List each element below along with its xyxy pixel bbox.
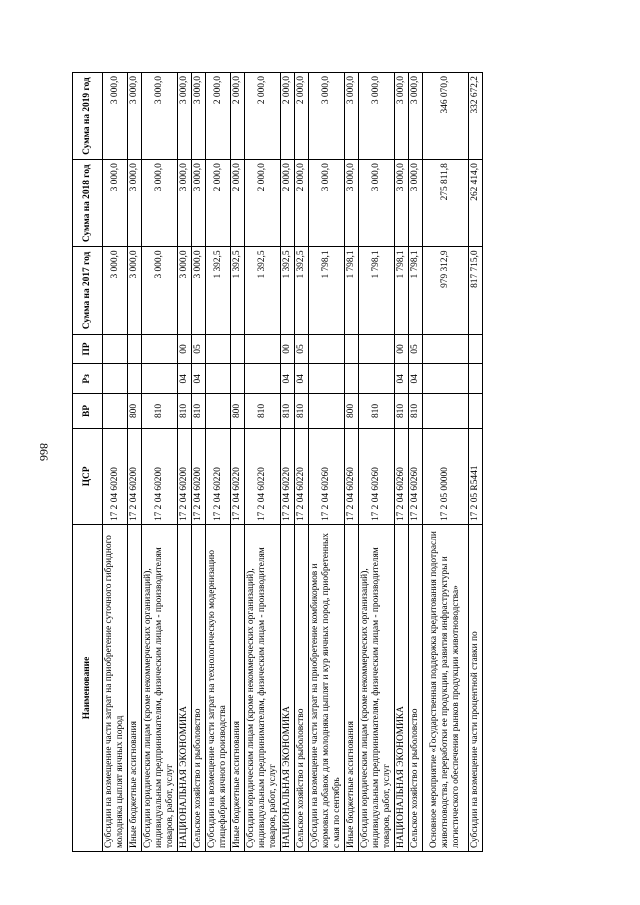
cell-y2017: 1 798,1 <box>395 247 409 334</box>
cell-vr <box>469 394 483 428</box>
cell-rz <box>359 364 395 394</box>
table-row <box>345 73 359 852</box>
cell-y2017: 1 392,5 <box>231 247 245 334</box>
cell-csr: 17 2 04 60220 <box>206 428 231 524</box>
cell-y2019: 3 000,0 <box>142 73 178 160</box>
table-row <box>231 73 245 852</box>
cell-y2018: 3 000,0 <box>128 160 142 247</box>
cell-y2018: 3 000,0 <box>309 160 345 247</box>
table-row <box>128 73 142 852</box>
cell-rz <box>206 364 231 394</box>
cell-name: Субсидии на возмещение части затрат на приобретение суточного гибридного молодняка цыплят яичных пород <box>103 525 128 852</box>
table-row <box>206 73 231 852</box>
table-row <box>423 73 469 852</box>
cell-rz <box>423 364 469 394</box>
cell-csr: 17 2 04 60200 <box>178 428 192 524</box>
cell-csr: 17 2 04 60200 <box>142 428 178 524</box>
cell-name: Субсидии юридическим лицам (кроме некоммерческих организаций), индивидуальным предпринимателям, физическим лицам - производителям товаров, работ, услуг <box>142 525 178 852</box>
cell-pr <box>345 334 359 364</box>
cell-y2019: 346 070,0 <box>423 73 469 160</box>
cell-vr <box>423 394 469 428</box>
cell-csr: 17 2 04 60200 <box>192 428 206 524</box>
cell-csr: 17 2 04 60200 <box>128 428 142 524</box>
cell-pr <box>469 334 483 364</box>
cell-vr: 800 <box>128 394 142 428</box>
cell-y2019: 3 000,0 <box>192 73 206 160</box>
cell-name: Основное мероприятие «Государственная поддержка кредитования подотрасли животноводства, переработки ее продукции, развития инфраструктуры и логистического обеспечения рынков продукции животноводства» <box>423 525 469 852</box>
cell-y2019: 2 000,0 <box>281 73 295 160</box>
table-row <box>142 73 178 852</box>
cell-y2018: 3 000,0 <box>359 160 395 247</box>
cell-name: Иные бюджетные ассигнования <box>345 525 359 852</box>
cell-name: Субсидии на возмещение части процентной ставки по <box>469 525 483 852</box>
cell-y2019: 2 000,0 <box>245 73 281 160</box>
page-number: 866 <box>37 443 51 461</box>
cell-csr: 17 2 04 60220 <box>231 428 245 524</box>
cell-y2019: 3 000,0 <box>409 73 423 160</box>
cell-y2017: 1 798,1 <box>409 247 423 334</box>
cell-y2017: 1 392,5 <box>245 247 281 334</box>
cell-y2017: 1 392,5 <box>206 247 231 334</box>
cell-y2018: 3 000,0 <box>409 160 423 247</box>
header-2019: Сумма на 2019 год <box>73 73 103 160</box>
cell-y2017: 3 000,0 <box>178 247 192 334</box>
cell-y2018: 3 000,0 <box>395 160 409 247</box>
cell-y2018: 262 414,0 <box>469 160 483 247</box>
cell-y2018: 2 000,0 <box>295 160 309 247</box>
cell-vr: 810 <box>395 394 409 428</box>
cell-y2018: 2 000,0 <box>206 160 231 247</box>
cell-name: Иные бюджетные ассигнования <box>128 525 142 852</box>
cell-vr: 810 <box>192 394 206 428</box>
cell-rz: 04 <box>409 364 423 394</box>
cell-rz: 04 <box>295 364 309 394</box>
cell-y2017: 3 000,0 <box>128 247 142 334</box>
cell-csr: 17 2 04 60260 <box>409 428 423 524</box>
cell-rz <box>245 364 281 394</box>
cell-y2019: 2 000,0 <box>231 73 245 160</box>
cell-y2019: 2 000,0 <box>295 73 309 160</box>
cell-rz <box>345 364 359 394</box>
cell-pr: 05 <box>192 334 206 364</box>
cell-csr: 17 2 04 60260 <box>309 428 345 524</box>
cell-name: Субсидии на возмещение части затрат на приобретение комбикормов и кормовых добавок для молодняка цыплят и кур яичных пород, приобретенных с мая по сентябрь <box>309 525 345 852</box>
cell-vr <box>309 394 345 428</box>
cell-vr: 810 <box>245 394 281 428</box>
cell-vr: 800 <box>345 394 359 428</box>
cell-pr <box>309 334 345 364</box>
cell-pr <box>128 334 142 364</box>
cell-vr: 810 <box>281 394 295 428</box>
cell-y2017: 1 798,1 <box>309 247 345 334</box>
cell-rz: 04 <box>281 364 295 394</box>
cell-csr: 17 2 05 00000 <box>423 428 469 524</box>
cell-pr: 00 <box>178 334 192 364</box>
cell-name: Субсидии на возмещение части затрат на технологическую модернизацию птицефабрик яичного производства <box>206 525 231 852</box>
cell-y2019: 3 000,0 <box>395 73 409 160</box>
table-row <box>409 73 423 852</box>
cell-vr: 810 <box>295 394 309 428</box>
cell-y2017: 1 392,5 <box>295 247 309 334</box>
cell-rz: 04 <box>178 364 192 394</box>
header-name: Наименование <box>73 525 103 852</box>
header-csr: ЦСР <box>73 428 103 524</box>
cell-pr: 05 <box>295 334 309 364</box>
cell-pr <box>231 334 245 364</box>
cell-csr: 17 2 04 60260 <box>395 428 409 524</box>
cell-csr: 17 2 04 60260 <box>345 428 359 524</box>
cell-csr: 17 2 04 60220 <box>245 428 281 524</box>
cell-csr: 17 2 04 60200 <box>103 428 128 524</box>
cell-y2017: 1 798,1 <box>345 247 359 334</box>
cell-y2018: 2 000,0 <box>245 160 281 247</box>
cell-vr <box>103 394 128 428</box>
table-row <box>192 73 206 852</box>
cell-y2019: 3 000,0 <box>128 73 142 160</box>
cell-name: Сельское хозяйство и рыболовство <box>295 525 309 852</box>
cell-pr: 00 <box>395 334 409 364</box>
cell-pr <box>423 334 469 364</box>
cell-rz: 04 <box>192 364 206 394</box>
cell-y2017: 3 000,0 <box>192 247 206 334</box>
cell-y2019: 3 000,0 <box>345 73 359 160</box>
table-row <box>309 73 345 852</box>
header-pr: ПР <box>73 334 103 364</box>
cell-y2018: 275 811,8 <box>423 160 469 247</box>
table-row <box>103 73 128 852</box>
cell-csr: 17 2 04 60260 <box>359 428 395 524</box>
cell-y2019: 332 672,2 <box>469 73 483 160</box>
cell-y2017: 979 312,9 <box>423 247 469 334</box>
cell-pr <box>245 334 281 364</box>
cell-name: НАЦИОНАЛЬНАЯ ЭКОНОМИКА <box>178 525 192 852</box>
cell-y2017: 817 715,0 <box>469 247 483 334</box>
cell-name: НАЦИОНАЛЬНАЯ ЭКОНОМИКА <box>395 525 409 852</box>
cell-y2019: 3 000,0 <box>359 73 395 160</box>
cell-rz <box>142 364 178 394</box>
cell-name: Субсидии юридическим лицам (кроме некоммерческих организаций), индивидуальным предпринимателям, физическим лицам - производителям товаров, работ, услуг <box>359 525 395 852</box>
cell-y2017: 1 798,1 <box>359 247 395 334</box>
cell-y2018: 3 000,0 <box>103 160 128 247</box>
cell-csr: 17 2 05 R5441 <box>469 428 483 524</box>
header-2017: Сумма на 2017 год <box>73 247 103 334</box>
cell-y2018: 2 000,0 <box>281 160 295 247</box>
cell-y2018: 3 000,0 <box>142 160 178 247</box>
cell-vr: 810 <box>359 394 395 428</box>
header-2018: Сумма на 2018 год <box>73 160 103 247</box>
cell-y2018: 3 000,0 <box>178 160 192 247</box>
budget-table <box>72 72 483 852</box>
cell-pr <box>359 334 395 364</box>
cell-y2017: 3 000,0 <box>103 247 128 334</box>
cell-y2019: 2 000,0 <box>206 73 231 160</box>
table-row <box>395 73 409 852</box>
cell-csr: 17 2 04 60220 <box>295 428 309 524</box>
cell-pr <box>206 334 231 364</box>
cell-rz <box>469 364 483 394</box>
cell-y2019: 3 000,0 <box>103 73 128 160</box>
cell-name: Иные бюджетные ассигнования <box>231 525 245 852</box>
table-row <box>469 73 483 852</box>
cell-y2018: 3 000,0 <box>345 160 359 247</box>
header-row <box>73 73 103 852</box>
table-row <box>178 73 192 852</box>
cell-name: Сельское хозяйство и рыболовство <box>409 525 423 852</box>
cell-rz <box>103 364 128 394</box>
rotated-table-container <box>72 72 570 852</box>
cell-y2019: 3 000,0 <box>178 73 192 160</box>
table-row <box>295 73 309 852</box>
cell-vr: 800 <box>231 394 245 428</box>
cell-rz: 04 <box>395 364 409 394</box>
cell-csr: 17 2 04 60220 <box>281 428 295 524</box>
cell-y2017: 1 392,5 <box>281 247 295 334</box>
table-row <box>359 73 395 852</box>
cell-rz <box>231 364 245 394</box>
cell-rz <box>128 364 142 394</box>
cell-vr: 810 <box>409 394 423 428</box>
cell-pr: 00 <box>281 334 295 364</box>
header-rz: Рз <box>73 364 103 394</box>
cell-y2017: 3 000,0 <box>142 247 178 334</box>
cell-y2018: 2 000,0 <box>231 160 245 247</box>
cell-rz <box>309 364 345 394</box>
cell-vr: 810 <box>178 394 192 428</box>
cell-name: Сельское хозяйство и рыболовство <box>192 525 206 852</box>
header-vr: ВР <box>73 394 103 428</box>
cell-y2019: 3 000,0 <box>309 73 345 160</box>
table-row <box>245 73 281 852</box>
cell-name: НАЦИОНАЛЬНАЯ ЭКОНОМИКА <box>281 525 295 852</box>
cell-y2018: 3 000,0 <box>192 160 206 247</box>
cell-pr <box>142 334 178 364</box>
table-row <box>281 73 295 852</box>
cell-pr: 05 <box>409 334 423 364</box>
cell-vr <box>206 394 231 428</box>
cell-name: Субсидии юридическим лицам (кроме некоммерческих организаций), индивидуальным предпринимателям, физическим лицам - производителям товаров, работ, услуг <box>245 525 281 852</box>
cell-vr: 810 <box>142 394 178 428</box>
cell-pr <box>103 334 128 364</box>
